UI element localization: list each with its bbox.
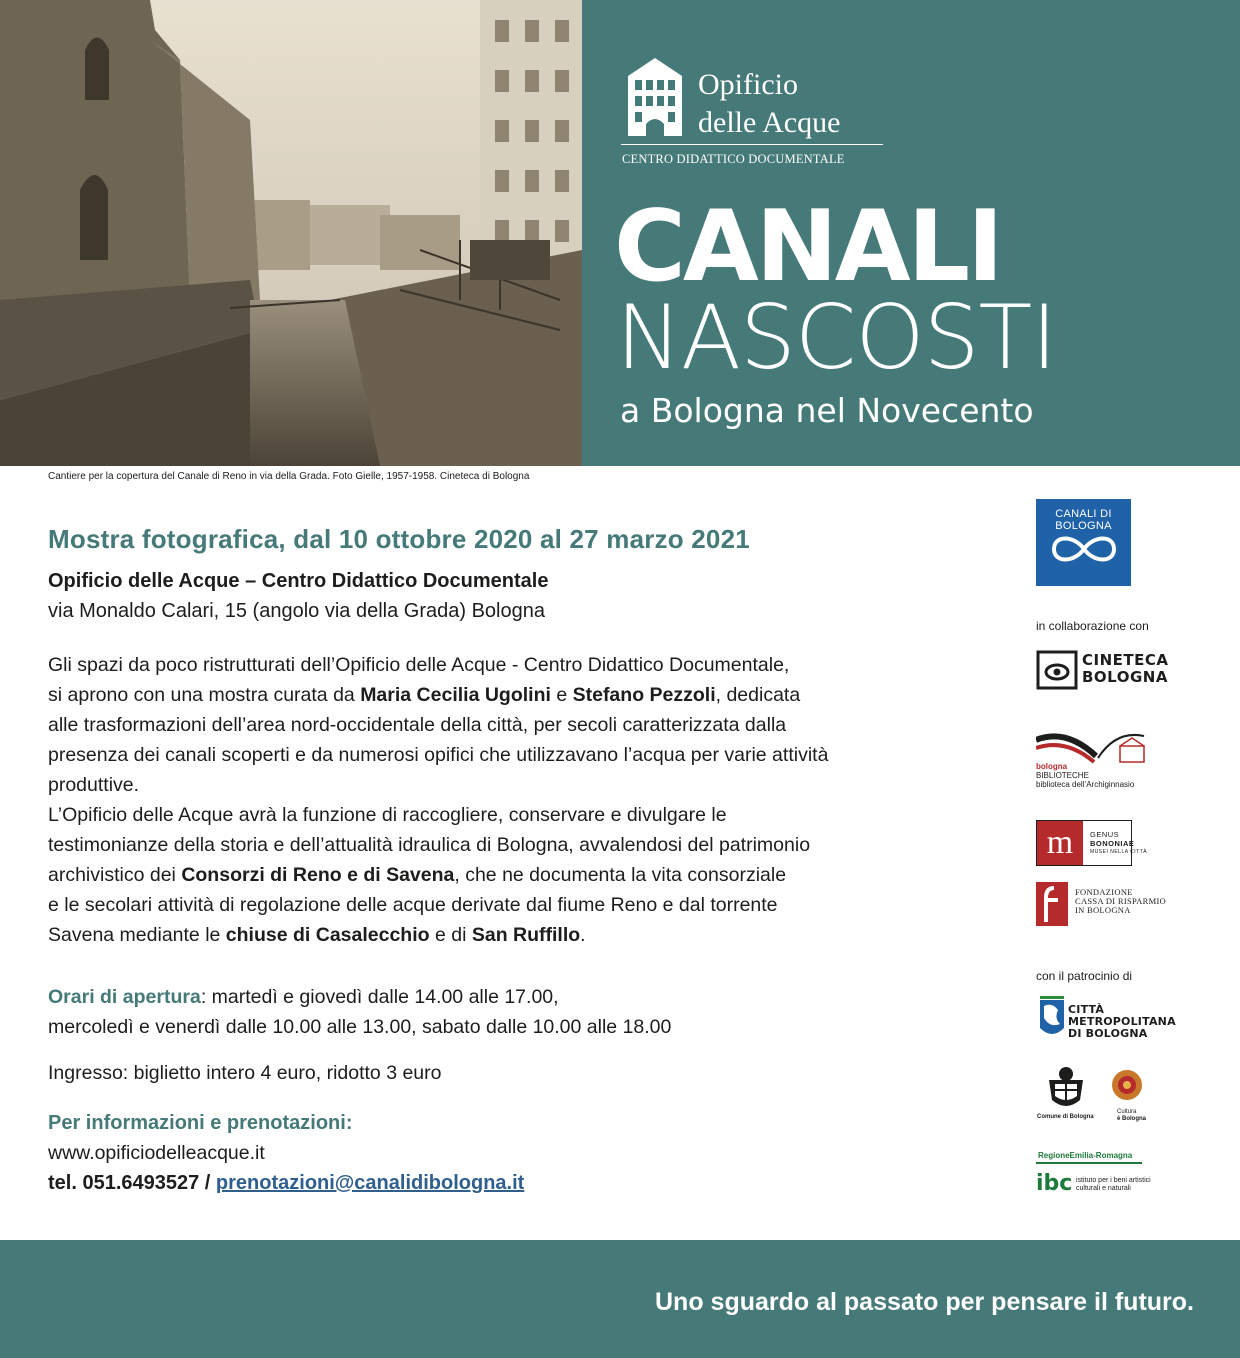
desc-line: L’Opificio delle Acque avrà la funzione di raccogliere, conservare e divulgare le: [48, 804, 727, 826]
desc-line: Savena mediante le chiuse di Casalecchio e di San Ruffillo.: [48, 924, 586, 946]
archiginnasio-logo-text: bologna BIBLIOTECHE biblioteca dell’Archiginnasio: [1036, 762, 1135, 789]
footer-slogan: Uno sguardo al passato per pensare il futuro.: [655, 1288, 1194, 1316]
email-link[interactable]: prenotazioni@canalidibologna.it: [215, 1172, 525, 1194]
venue-address: via Monaldo Calari, 15 (angolo via della Grada) Bologna: [48, 600, 545, 622]
logo-title-line2: delle Acque: [698, 106, 841, 139]
main-title-line2: NASCOSTI: [616, 286, 1057, 389]
ticket-prices: Ingresso: biglietto intero 4 euro, ridotto 3 euro: [48, 1062, 442, 1084]
cultura-bologna-icon: [1110, 1068, 1144, 1102]
logo-divider: [621, 144, 883, 145]
regione-label: RegioneEmilia-Romagna: [1038, 1151, 1133, 1160]
photo-caption: Cantiere per la copertura del Canale di Reno in via della Grada. Foto Gielle, 1957-1958. Cineteca di Bologna: [48, 471, 530, 482]
svg-text:ibc: ibc: [1036, 1171, 1073, 1194]
desc-line: archivistico dei Consorzi di Reno e di Savena, che ne documenta la vita consorziale: [48, 864, 787, 886]
desc-line: produttive.: [48, 774, 140, 796]
cultura-label: Cultura è Bologna: [1117, 1109, 1147, 1122]
opening-hours: Orari di apertura: martedì e giovedì dalle 14.00 alle 17.00, mercoledì e venerdì dalle 10.00 alle 13.00, sabato dalle 10.00 alle 18.00: [48, 986, 672, 1038]
main-subtitle: a Bologna nel Novecento: [620, 391, 1034, 430]
hours-label: Orari di apertura: [48, 986, 201, 1008]
desc-line: e le secolari attività di regolazione delle acque derivate dal fiume Reno e dal torrente: [48, 894, 778, 916]
desc-line: si aprono con una mostra curata da Maria Cecilia Ugolini e Stefano Pezzoli, dedicata: [48, 684, 801, 706]
curator-name: Stefano Pezzoli: [572, 684, 716, 706]
patronage-label: con il patrocinio di: [1036, 969, 1133, 983]
curator-name: Maria Cecilia Ugolini: [360, 684, 551, 706]
cineteca-eye-icon: [1036, 650, 1078, 690]
fondazione-logo-text: FONDAZIONE CASSA DI RISPARMIO IN BOLOGNA: [1075, 887, 1167, 915]
logo-subtitle: CENTRO DIDATTICO DOCUMENTALE: [622, 152, 845, 166]
comune-coat-of-arms-icon: [1037, 1066, 1095, 1112]
contact-line: [48, 1172, 524, 1195]
cineteca-logo-text: CINETECA BOLOGNA: [1082, 651, 1169, 686]
infinity-icon: [1044, 532, 1124, 566]
hero-photo: [0, 0, 582, 466]
ibc-logo-text: istituto per i beni artistici culturali e naturali: [1076, 1177, 1151, 1192]
main-title-line1: CANALI: [614, 190, 1001, 304]
metropolitan-city-icon: [1036, 996, 1068, 1042]
info-heading: Per informazioni e prenotazioni:: [48, 1112, 353, 1134]
desc-line: testimonianze della storia e dell’attualità idraulica di Bologna, avvalendosi del patrimonio: [48, 834, 811, 856]
desc-line: presenza dei canali scoperti e da numerosi opifici che utilizzavano l’acqua per varie attività: [48, 744, 829, 766]
website-link[interactable]: www.opificiodelleacque.it: [48, 1142, 265, 1164]
opificio-building-icon: [620, 54, 690, 138]
exhibition-dates: Mostra fotografica, dal 10 ottobre 2020 al 27 marzo 2021: [48, 524, 750, 554]
logo-title-line1: Opificio: [698, 68, 798, 101]
regione-divider: [1036, 1162, 1142, 1164]
ibc-logo-icon: [1036, 1168, 1076, 1194]
collaboration-label: in collaborazione con: [1036, 619, 1149, 633]
canali-di-bologna-logo: CANALI DI BOLOGNA: [1036, 499, 1131, 586]
metropolitan-city-text: CITTÀ METROPOLITANA DI BOLOGNA: [1068, 1003, 1176, 1040]
comune-label: Comune di Bologna: [1037, 1114, 1094, 1120]
phone-number: tel. 051.6493527 /: [48, 1172, 216, 1194]
genus-mark-icon: m: [1037, 821, 1083, 865]
desc-line: alle trasformazioni dell’area nord-occidentale della città, per secoli caratterizzata dalla: [48, 714, 787, 736]
venue-name: Opificio delle Acque – Centro Didattico Documentale: [48, 570, 549, 592]
fondazione-mark-icon: [1036, 882, 1068, 926]
desc-line: Gli spazi da poco ristrutturati dell’Opificio delle Acque - Centro Didattico Documentale,: [48, 654, 790, 676]
description-paragraph: [48, 650, 918, 950]
genus-logo-text: GENUS BONONIAE MUSEI NELLA CITTÀ: [1090, 830, 1148, 855]
